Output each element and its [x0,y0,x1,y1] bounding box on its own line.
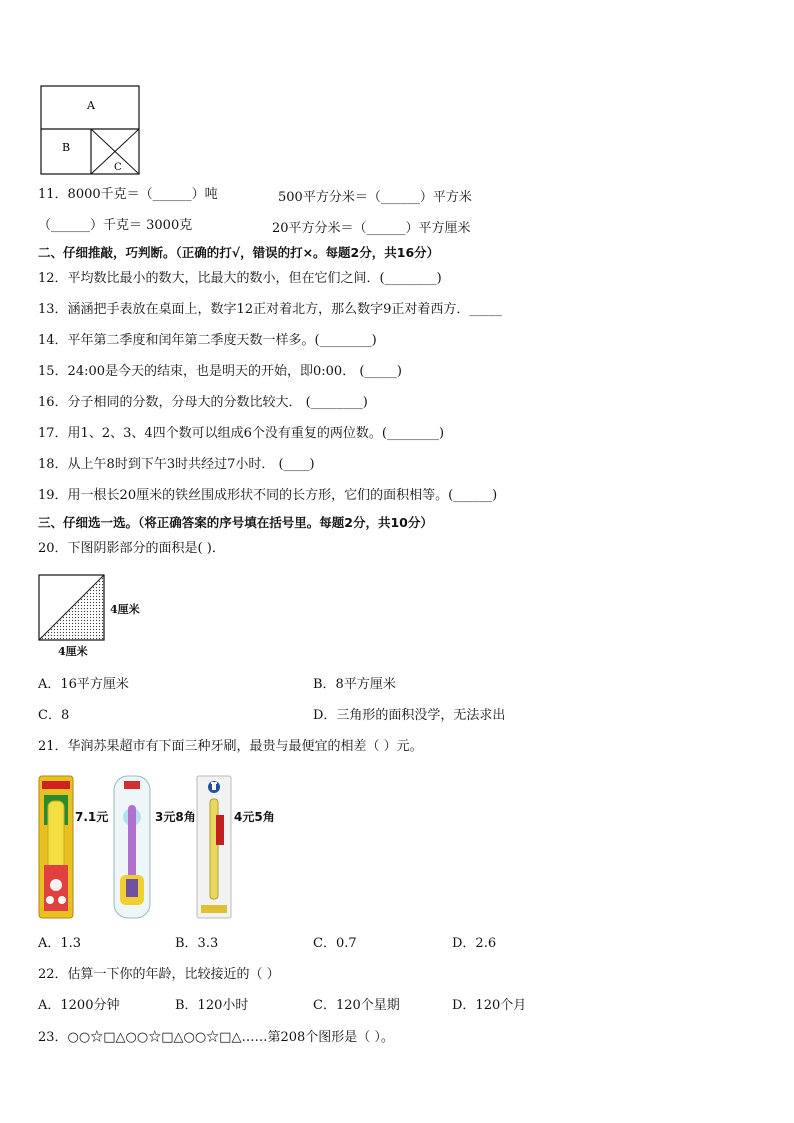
q22-option-a: A．1200分钟 [38,998,120,1013]
q11-right-1: 500平方分米＝（______）平方米 [278,190,472,205]
toothbrush-3-image [196,775,232,919]
price-label-1: 7.1元 [75,810,109,824]
price-label-2: 3元8角 [155,810,196,824]
q11-left-2: （______）千克＝ 3000克 [38,218,193,233]
label-a: A [87,99,95,112]
question-17: 17．用1、2、3、4四个数可以组成6个没有重复的两位数。(________) [38,426,445,441]
question-20-stem: 20．下图阴影部分的面积是( )． [38,541,225,556]
q21-option-a: A．1.3 [38,936,82,951]
q22-option-b: B．120小时 [175,998,249,1013]
question-14: 14．平年第二季度和闰年第二季度天数一样多。(________) [38,333,377,348]
q20-option-a: A．16平方厘米 [38,677,129,692]
question-19: 19．用一根长20厘米的铁丝围成形状不同的长方形，它们的面积相等。(______) [38,488,498,503]
question-23: 23．○○☆□△○○☆□△○○☆□△……第208个图形是（ ）。 [38,1030,394,1045]
q20-option-b: B．8平方厘米 [313,677,396,692]
q20-bottom-label: 4厘米 [58,645,88,658]
q11-right-2: 20平方分米＝（______）平方厘米 [272,221,471,236]
q21-option-b: B．3.3 [175,936,219,951]
q22-option-c: C．120个星期 [313,998,400,1013]
question-18: 18．从上午8时到下午3时共经过7小时． (____) [38,457,315,472]
section-3-heading: 三、仔细选一选。（将正确答案的序号填在括号里。每题2分，共10分） [38,515,433,530]
rectangle-abc-figure [40,85,142,177]
question-13: 13．涵涵把手表放在桌面上，数字12正对着北方，那么数字9正对着西方．_____ [38,302,502,317]
price-label-3: 4元5角 [234,810,275,824]
question-16: 16．分子相同的分数，分母大的分数比较大． (________) [38,395,368,410]
question-15: 15．24:00是今天的结束，也是明天的开始，即0:00． (_____) [38,364,402,379]
q20-option-d: D．三角形的面积没学，无法求出 [313,708,506,723]
shaded-square-figure [38,574,106,642]
section-2-heading: 二、仔细推敲，巧判断。（正确的打√，错误的打×。每题2分，共16分） [38,245,440,260]
question-21-stem: 21．华润苏果超市有下面三种牙刷，最贵与最便宜的相差（ ）元。 [38,739,423,754]
q11-left-1: 11．8000千克＝（______）吨 [38,187,218,202]
question-22-stem: 22．估算一下你的年龄，比较接近的（ ） [38,967,280,982]
label-b: B [62,141,71,154]
q21-option-c: C．0.7 [313,936,357,951]
label-c: C [114,162,122,173]
toothbrush-1-image [38,775,74,919]
q22-option-d: D．120个月 [452,998,527,1013]
q21-option-d: D．2.6 [452,936,497,951]
toothbrush-2-image [110,775,154,919]
q20-side-label: 4厘米 [110,603,140,616]
q20-option-c: C．8 [38,708,70,723]
question-12: 12．平均数比最小的数大，比最大的数小，但在它们之间．(________) [38,271,442,286]
